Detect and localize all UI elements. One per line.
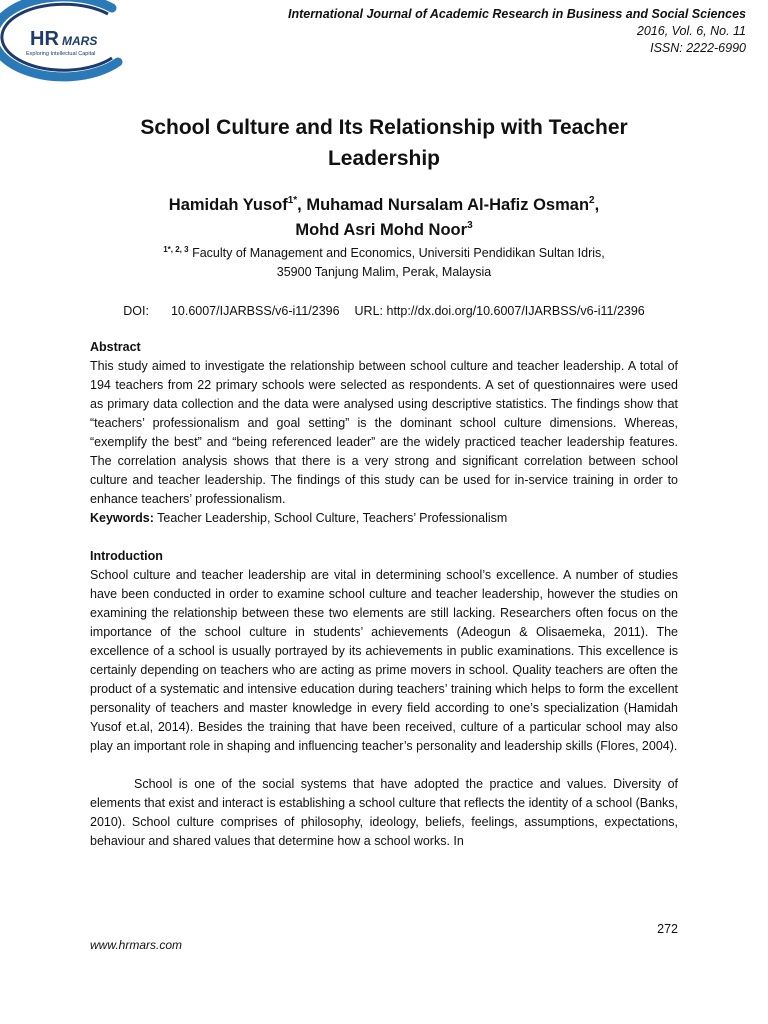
- introduction-paragraph-1: School culture and teacher leadership are vital in determining school’s excellence. A number of studies have been conducted in order to examine school culture and teacher leadership, however the studies on examining the relationship between these two elements are still lacking. Researchers often focus on the importance of the school culture in students’ achievements (Adeogun & Olisaemeka, 2011). The excellence of a school is usually portrayed by its achievements in public examinations. This excellence is certainly depending on teachers who are acting as prime movers in school. Quality teachers are often the product of a systematic and intensive education during teachers’ training which helps to form the excellent personality of teachers and master knowledge in every field according to one’s specialization (Hamidah Yusof et.al, 2014). Besides the training that have been received, culture of a particular school may also play an important role in shaping and influencing teacher’s personality and leadership skills (Flores, 2004).: [90, 568, 678, 753]
- abstract-text: This study aimed to investigate the relationship between school culture and teacher leadership. A total of 194 teachers from 22 primary schools were selected as respondents. A set of questionnaires were used as primary data collection and the data were analysed using descriptive statistics. The findings show that “teachers’ professionalism and goal setting” is the dominant school culture dimensions. Whereas, “exemplify the best” and “being referenced leader” are the widely practiced teacher leadership features. The correlation analysis shows that there is a very strong and significant correlation between school culture and teacher leadership. The findings of this study can be used for in-service training in order to enhance teachers’ professionalism.: [90, 359, 678, 506]
- page-number: 272: [657, 922, 678, 936]
- paper-title: [100, 112, 668, 174]
- journal-issn: ISSN: 2222-6990: [650, 41, 746, 55]
- author-1-affil: 1*: [287, 195, 298, 206]
- hrmars-logo-icon: [0, 0, 140, 82]
- svg-text:MARS: MARS: [62, 34, 98, 48]
- paper-title-line2: Leadership: [327, 147, 441, 170]
- author-3-affil: 3: [467, 220, 473, 231]
- author-2: Muhamad Nursalam Al-Hafiz Osman: [306, 196, 590, 214]
- affiliation-line1: Faculty of Management and Economics, Universiti Pendidikan Sultan Idris,: [192, 246, 605, 260]
- paper-body: [90, 338, 678, 851]
- affiliation-line2: 35900 Tanjung Malim, Perak, Malaysia: [276, 265, 492, 279]
- journal-issue: 2016, Vol. 6, No. 11: [636, 24, 746, 38]
- author-2-affil: 2: [589, 195, 595, 206]
- keywords-text: Teacher Leadership, School Culture, Teachers’ Professionalism: [157, 511, 508, 525]
- doi-url-link[interactable]: http://dx.doi.org/10.6007/IJARBSS/v6-i11/2396: [386, 304, 645, 318]
- journal-logo: [0, 0, 140, 82]
- url-label: URL:: [354, 304, 384, 318]
- journal-header: [288, 6, 746, 57]
- author-1: Hamidah Yusof: [168, 196, 288, 214]
- author-3: Mohd Asri Mohd Noor: [295, 221, 468, 239]
- author-list: Hamidah Yusof$^{1*}$, Muhamad Nursalam Al-Hafiz Osman$^2$, Mohd Asri Mohd Noor$^3$: [168, 195, 600, 239]
- abstract-heading: Abstract: [90, 340, 141, 354]
- doi-label: DOI:: [123, 304, 149, 318]
- journal-name: International Journal of Academic Research in Business and Social Sciences: [287, 7, 746, 21]
- keywords-label: Keywords:: [90, 511, 154, 525]
- logo-text: HR: [30, 28, 59, 50]
- affiliation: [90, 244, 678, 282]
- affiliation-markers: 1*, 2, 3: [163, 245, 189, 254]
- doi-value[interactable]: 10.6007/IJARBSS/v6-i11/2396: [170, 304, 340, 318]
- introduction-heading: Introduction: [90, 549, 163, 563]
- doi-line: [90, 302, 678, 320]
- logo-tagline: Exploring Intellectual Capital: [26, 51, 96, 57]
- keywords: [90, 509, 678, 528]
- introduction-paragraph-2: School is one of the social systems that have adopted the practice and values. Diversity of elements that exist and interact is establishing a school culture that reflects the identity of a school (Banks, 2010). School culture comprises of philosophy, ideology, beliefs, feelings, assumptions, expectations, behaviour and shared values that determine how a school works. In: [90, 777, 678, 848]
- paper-title-line1: School Culture and Its Relationship with Teacher: [140, 116, 628, 139]
- website-link[interactable]: www.hrmars.com: [90, 938, 183, 952]
